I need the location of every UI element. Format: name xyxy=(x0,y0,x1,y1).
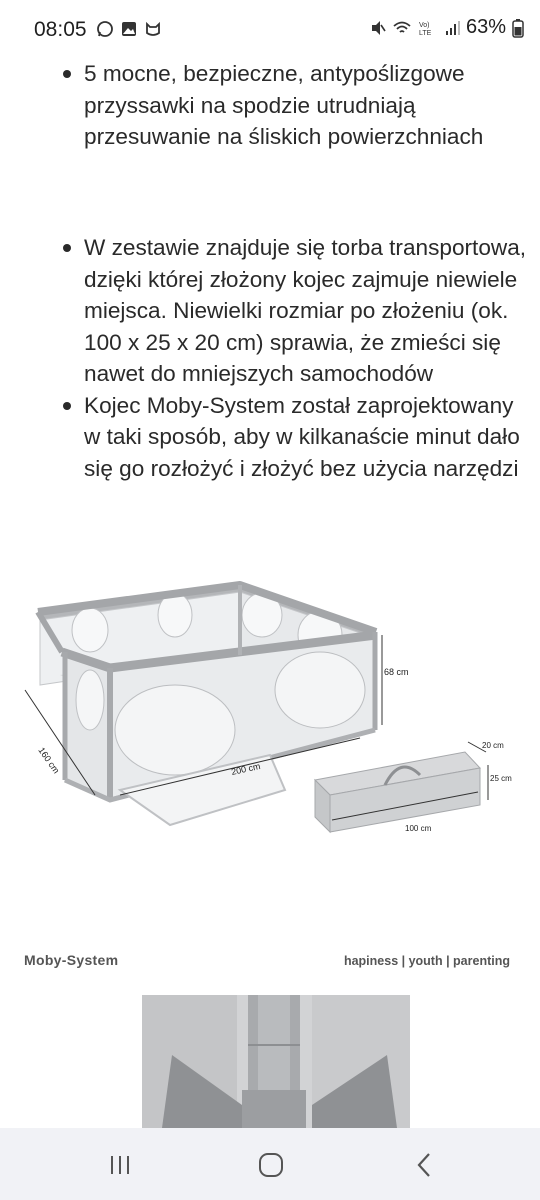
list-item: Kojec Moby-System został zaprojektowany w taki sposób, aby w kilkanaście minut dało się go rozłożyć i złożyć bez użycia narzędzi xyxy=(60,390,530,485)
mute-icon xyxy=(370,19,386,37)
recent-apps-icon[interactable] xyxy=(100,1150,140,1180)
signal-icon xyxy=(444,19,460,37)
svg-text:Vo): Vo) xyxy=(418,21,430,29)
whatsapp-icon xyxy=(96,20,114,38)
bag-length-label: 100 cm xyxy=(405,824,432,833)
list-item: 5 mocne, bezpieczne, antypoślizgowe przyssawki na spodzie utrudniają przesuwanie na śliskich powierzchniach xyxy=(60,58,530,153)
status-bar xyxy=(0,0,540,56)
cat-app-icon xyxy=(144,20,162,38)
list-item: W zestawie znajduje się torba transportowa, dzięki której złożony kojec zajmuje niewiele miejsca. Niewielki rozmiar po złożeniu (ok. 100 x 25 x 20 cm) sprawia, że zmieści się nawet do mniejszych samochodów xyxy=(60,232,530,390)
bullet-list-bottom xyxy=(60,232,530,484)
system-status xyxy=(370,16,524,39)
brand-tagline: hapiness | youth | parenting xyxy=(343,954,510,968)
dim-height-label: 68 cm xyxy=(384,667,409,677)
bag-depth-label: 20 cm xyxy=(482,741,504,750)
notification-icons xyxy=(96,20,162,38)
bag-height-label: 25 cm xyxy=(490,774,512,783)
navigation-bar xyxy=(0,1128,540,1200)
back-icon[interactable] xyxy=(404,1150,444,1180)
gallery-icon xyxy=(120,20,138,38)
battery-percent: 63% xyxy=(465,16,506,38)
home-icon[interactable] xyxy=(251,1150,291,1180)
playpen-illustration xyxy=(0,580,540,975)
dim-width-label: 200 cm xyxy=(230,761,262,777)
dim-depth-label: 160 cm xyxy=(36,745,62,776)
svg-text:LTE: LTE xyxy=(418,29,432,37)
wifi-icon xyxy=(392,19,412,37)
bullet-list-top xyxy=(60,58,530,153)
detail-illustration xyxy=(142,995,410,1128)
status-time: 08:05 xyxy=(34,18,87,41)
product-image-playpen[interactable] xyxy=(0,580,540,975)
battery-icon xyxy=(512,18,524,38)
brand-logo: Moby-System xyxy=(24,952,119,968)
volte-icon xyxy=(418,19,438,37)
product-image-detail[interactable] xyxy=(142,995,410,1128)
